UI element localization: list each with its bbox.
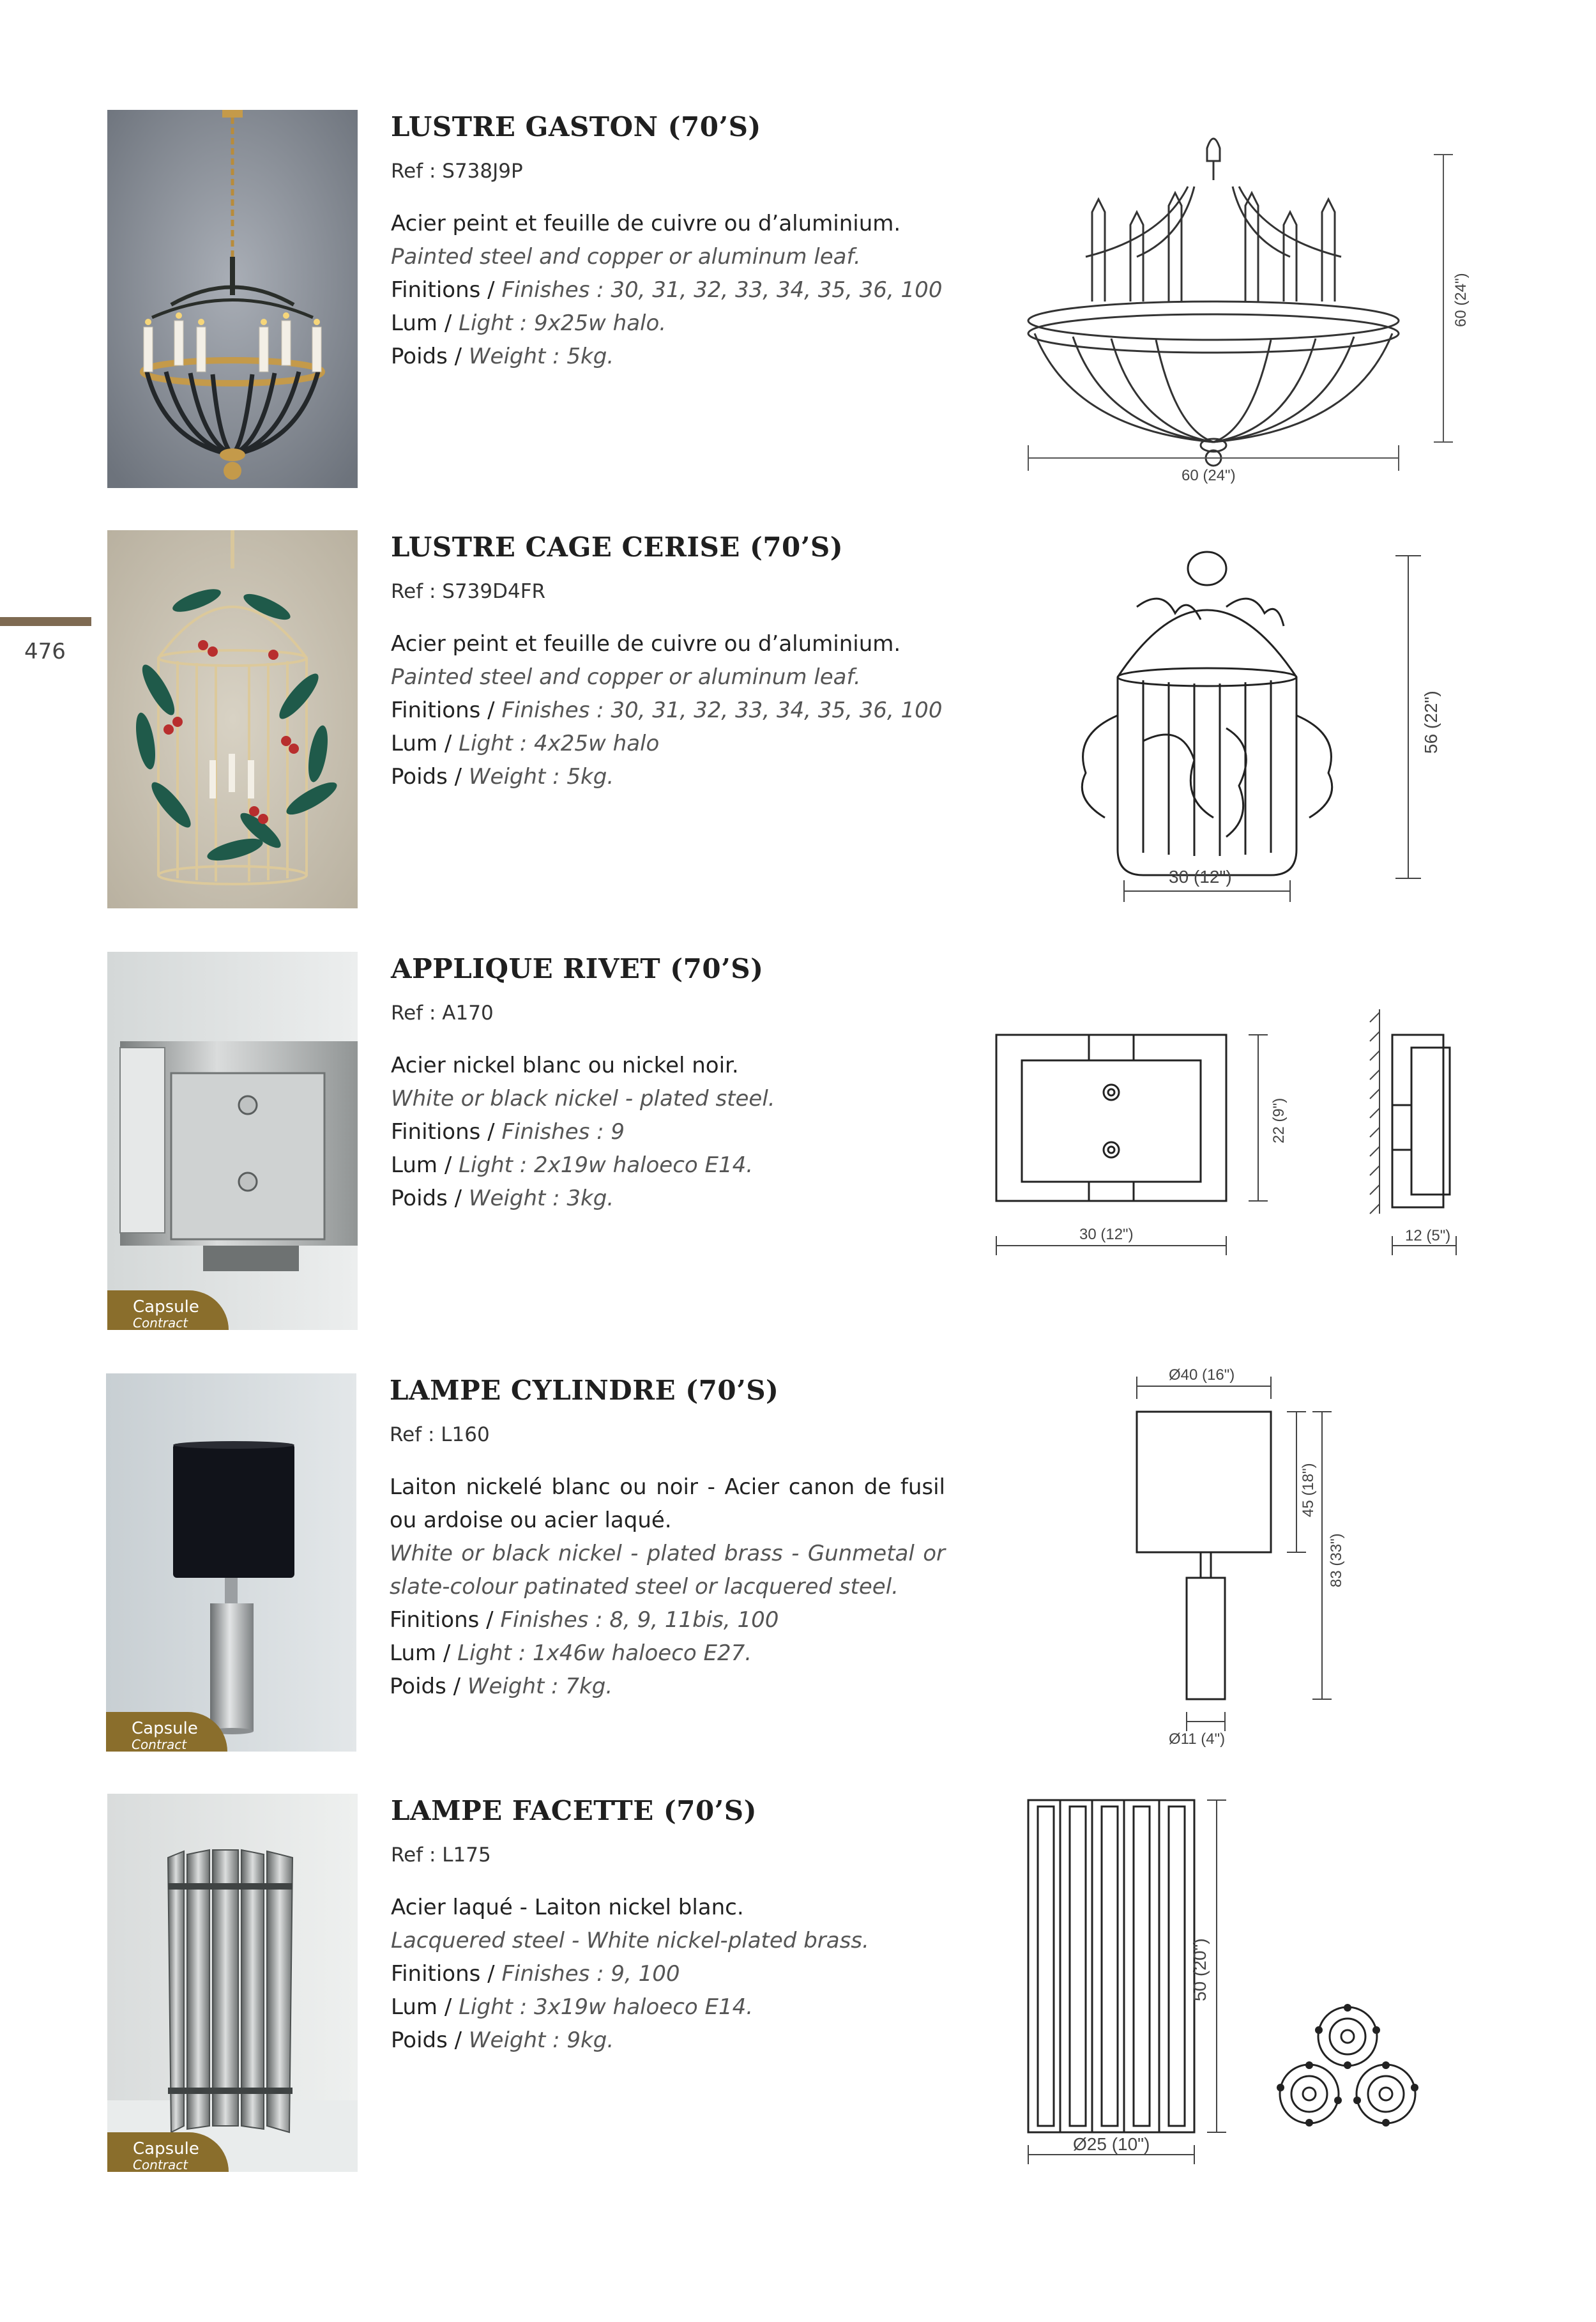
- product-info-lustre-gaston: [391, 110, 946, 373]
- dimension-height: 60 (24"): [1452, 273, 1470, 327]
- weight-line: Poids / Weight : 7kg.: [390, 1674, 613, 1699]
- material-en: Painted steel and copper or aluminum leaf.: [391, 664, 861, 690]
- product-photo-lampe-cylindre: [106, 1373, 356, 1752]
- product-photo-lustre-cage-cerise: [107, 530, 358, 908]
- weight-line: Poids / Weight : 5kg.: [391, 764, 614, 790]
- dimension-height: 56 (22"): [1421, 691, 1441, 754]
- light-line: Lum / Light : 3x19w haloeco E14.: [391, 1994, 754, 2020]
- product-photo-applique-rivet: [107, 952, 358, 1330]
- technical-drawing-lampe-cylindre: [1111, 1367, 1367, 1750]
- dimension-height: 22 (9"): [1270, 1097, 1288, 1143]
- light-line: Lum / Light : 1x46w haloeco E27.: [390, 1640, 752, 1666]
- dimension-width: 30 (12"): [1169, 867, 1232, 887]
- dimension-base: Ø11 (4"): [1169, 1730, 1226, 1748]
- capsule-contract-badge: Capsule Contract: [107, 2132, 229, 2172]
- product-ref: Ref : S739D4FR: [391, 580, 546, 603]
- page-tab-marker: [0, 617, 91, 626]
- product-info-applique-rivet: [391, 952, 946, 1215]
- finishes-line: Finitions / Finishes : 30, 31, 32, 33, 34, 35, 36, 100: [391, 277, 943, 303]
- dimension-width: 60 (24"): [1182, 467, 1236, 484]
- product-ref: Ref : A170: [391, 1002, 494, 1025]
- technical-drawing-applique-rivet: [984, 1003, 1507, 1297]
- product-info-lampe-facette: [391, 1794, 946, 2057]
- product-info-lustre-cage-cerise: [391, 530, 946, 793]
- product-description: [390, 1470, 945, 1703]
- product-ref: Ref : S738J9P: [391, 160, 523, 183]
- product-description: [391, 1891, 946, 2057]
- product-description: [391, 627, 946, 793]
- product-title: APPLIQUE RIVET (70’S): [391, 953, 764, 984]
- product-description: [391, 207, 946, 373]
- dimension-height: 50 (20"): [1190, 1938, 1210, 2001]
- product-description: [391, 1049, 946, 1215]
- light-line: Lum / Light : 4x25w halo: [391, 731, 660, 756]
- dimension-shade-height: 45 (18"): [1300, 1463, 1317, 1517]
- weight-line: Poids / Weight : 3kg.: [391, 1186, 614, 1211]
- dimension-width: Ø25 (10"): [1073, 2134, 1150, 2154]
- light-line: Lum / Light : 2x19w haloeco E14.: [391, 1152, 754, 1178]
- finishes-line: Finitions / Finishes : 9, 100: [391, 1961, 680, 1987]
- finishes-line: Finitions / Finishes : 8, 9, 11bis, 100: [390, 1607, 779, 1633]
- material-en: White or black nickel - plated brass - Gunmetal or slate-colour patinated steel or lacquered steel.: [390, 1541, 945, 1600]
- material-fr: Laiton nickelé blanc ou noir - Acier canon de fusil ou ardoise ou acier laqué.: [390, 1474, 945, 1533]
- product-photo-lampe-facette: [107, 1794, 358, 2172]
- weight-line: Poids / Weight : 9kg.: [391, 2028, 614, 2053]
- material-en: Lacquered steel - White nickel-plated brass.: [391, 1928, 869, 1953]
- product-ref: Ref : L160: [390, 1423, 490, 1446]
- material-fr: Acier peint et feuille de cuivre ou d’aluminium.: [391, 631, 901, 657]
- dimension-width: 30 (12"): [1079, 1226, 1134, 1243]
- product-title: LUSTRE CAGE CERISE (70’S): [391, 531, 844, 563]
- capsule-contract-badge: Capsule Contract: [106, 1712, 227, 1752]
- material-fr: Acier laqué - Laiton nickel blanc.: [391, 1895, 744, 1920]
- finishes-line: Finitions / Finishes : 30, 31, 32, 33, 34, 35, 36, 100: [391, 698, 943, 723]
- product-title: LAMPE FACETTE (70’S): [391, 1795, 757, 1826]
- material-en: White or black nickel - plated steel.: [391, 1086, 775, 1111]
- light-line: Lum / Light : 9x25w halo.: [391, 310, 667, 336]
- product-info-lampe-cylindre: [390, 1373, 945, 1703]
- dimension-shade: Ø40 (16"): [1169, 1367, 1235, 1384]
- material-fr: Acier nickel blanc ou nickel noir.: [391, 1053, 739, 1078]
- product-photo-lustre-gaston: [107, 110, 358, 488]
- technical-drawing-lustre-gaston: [996, 110, 1494, 487]
- finishes-line: Finitions / Finishes : 9: [391, 1119, 625, 1145]
- material-fr: Acier peint et feuille de cuivre ou d’aluminium.: [391, 211, 901, 236]
- technical-drawing-lampe-facette: [1009, 1787, 1494, 2183]
- product-ref: Ref : L175: [391, 1844, 491, 1867]
- capsule-contract-badge: Capsule Contract: [107, 1290, 229, 1330]
- weight-line: Poids / Weight : 5kg.: [391, 344, 614, 369]
- material-en: Painted steel and copper or aluminum leaf.: [391, 244, 861, 270]
- technical-drawing-lustre-cage-cerise: [1035, 530, 1456, 913]
- dimension-depth: 12 (5"): [1405, 1227, 1451, 1244]
- product-title: LAMPE CYLINDRE (70’S): [390, 1375, 779, 1406]
- page-number: 476: [24, 639, 66, 664]
- dimension-total-height: 83 (33"): [1328, 1533, 1345, 1587]
- product-title: LUSTRE GASTON (70’S): [391, 111, 761, 142]
